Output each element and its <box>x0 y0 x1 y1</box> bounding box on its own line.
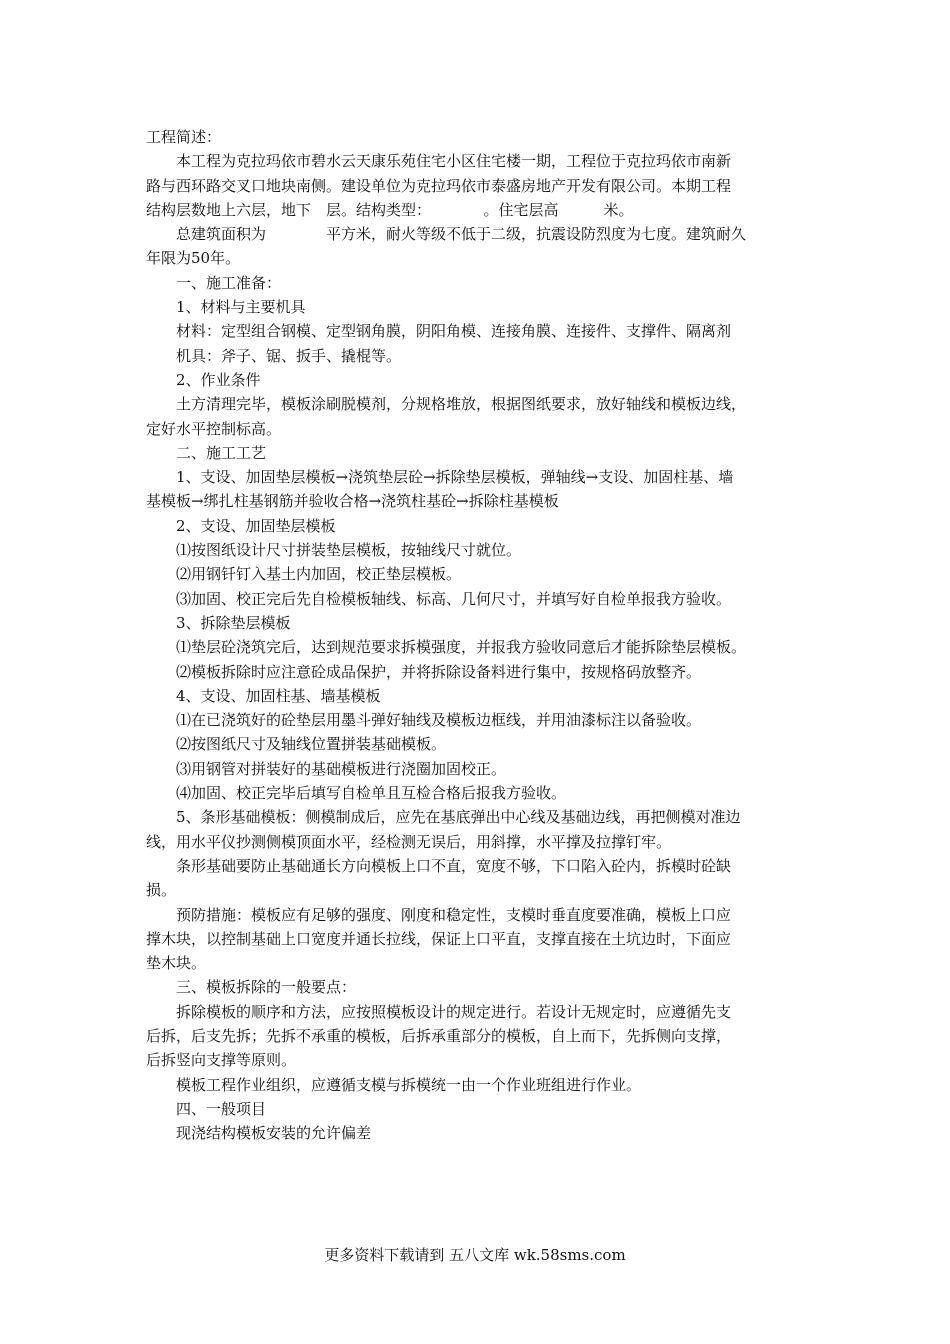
text-line: 二、施工工艺 <box>176 443 267 462</box>
text-line: 条形基础要防止基础通长方向模板上口不直，宽度不够，下口陷入砼内，拆模时砼缺 <box>176 856 732 875</box>
text-line: 4、支设、加固柱基、墙基模板 <box>176 686 381 705</box>
text-line: 损。 <box>146 881 177 900</box>
text-line: 线，用水平仪抄测侧模顶面水平，经检测无误后，用斜撑，水平撑及拉撑钉牢。 <box>146 832 672 851</box>
text-line: 定好水平控制标高。 <box>146 419 282 438</box>
text-line: 四、一般项目 <box>176 1099 267 1118</box>
text-line: 机具：斧子、锯、扳手、撬棍等。 <box>176 346 402 365</box>
text-line: 3、拆除垫层模板 <box>176 613 291 632</box>
text-line: 拆除模板的顺序和方法，应按照模板设计的规定进行。若设计无规定时，应遵循先支 <box>176 1002 732 1021</box>
text-line: 1、材料与主要机具 <box>176 298 306 317</box>
text-line: 后拆竖向支撑等原则。 <box>146 1051 297 1070</box>
text-line: 垫木块。 <box>146 954 207 973</box>
text-line: 本工程为克拉玛依市碧水云天康乐苑住宅小区住宅楼一期，工程位于克拉玛依市南新 <box>176 152 732 171</box>
text-line: 2、作业条件 <box>176 370 261 389</box>
text-line: 后拆，后支先拆；先拆不承重的模板，后拆承重部分的模板，自上而下，先拆侧向支撑， <box>146 1026 732 1045</box>
text-line: 撑木块，以控制基础上口宽度并通长拉线，保证上口平直，支撑直接在土坑边时，下面应 <box>146 929 732 948</box>
text-line: ⑷加固、校正完毕后填写自检单且互检合格后报我方验收。 <box>176 784 567 803</box>
text-line: 模板工程作业组织，应遵循支模与拆模统一由一个作业班组进行作业。 <box>176 1075 642 1094</box>
text-line: 基模板→绑扎柱基钢筋并验收合格→浇筑柱基砼→拆除柱基模板 <box>146 492 559 511</box>
text-line: 1、支设、加固垫层模板→浇筑垫层砼→拆除垫层模板，弹轴线→支设、加固柱基、墙 <box>176 468 734 487</box>
text-line: ⑵模板拆除时应注意砼成品保护，并将拆除设备料进行集中，按规格码放整齐。 <box>176 662 702 681</box>
text-line: 年限为50年。 <box>146 249 241 268</box>
footer-note: 更多资料下载请到 五八文库 wk.58sms.com <box>324 1246 626 1264</box>
document-body <box>146 125 814 1145</box>
text-line: ⑴在已浇筑好的砼垫层用墨斗弹好轴线及模板边框线，并用油漆标注以备验收。 <box>176 711 702 730</box>
text-line: ⑴垫层砼浇筑完后，达到规范要求拆模强度，并报我方验收同意后才能拆除垫层模板。 <box>176 638 747 657</box>
text-line: 5、条形基础模板：侧模制成后，应先在基底弹出中心线及基础边线，再把侧模对准边 <box>176 808 741 827</box>
text-line: 土方清理完毕，模板涂刷脱模剂，分规格堆放，根据图纸要求，放好轴线和模板边线， <box>176 395 747 414</box>
text-line: 一、施工准备： <box>176 273 282 292</box>
text-line: ⑵按图纸尺寸及轴线位置拼装基础模板。 <box>176 735 447 754</box>
text-line: 2、支设、加固垫层模板 <box>176 516 336 535</box>
text-line: ⑵用钢钎钉入基土内加固，校正垫层模板。 <box>176 565 462 584</box>
text-line: 结构层数地上六层，地下 层。结构类型： 。住宅层高 米。 <box>146 200 634 219</box>
text-line: 路与西环路交叉口地块南侧。建设单位为克拉玛依市泰盛房地产开发有限公司。本期工程 <box>146 176 732 195</box>
text-line: ⑶加固、校正完后先自检模板轴线、标高、几何尺寸，并填写好自检单报我方验收。 <box>176 589 732 608</box>
text-line: ⑶用钢管对拼装好的基础模板进行浇圈加固校正。 <box>176 759 507 778</box>
text-line: 预防措施：模板应有足够的强度、刚度和稳定性，支模时垂直度要准确，模板上口应 <box>176 905 732 924</box>
text-line: 总建筑面积为 平方米，耐火等级不低于二级，抗震设防烈度为七度。建筑耐久 <box>176 225 747 244</box>
text-line: 材料：定型组合钢模、定型钢角膜，阴阳角模、连接角膜、连接件、支撑件、隔离剂 <box>176 322 732 341</box>
text-line: 现浇结构模板安装的允许偏差 <box>176 1124 372 1143</box>
text-line: 三、模板拆除的一般要点： <box>176 978 357 997</box>
text-line: ⑴按图纸设计尺寸拼装垫层模板，按轴线尺寸就位。 <box>176 541 522 560</box>
text-line: 工程简述： <box>146 128 222 146</box>
